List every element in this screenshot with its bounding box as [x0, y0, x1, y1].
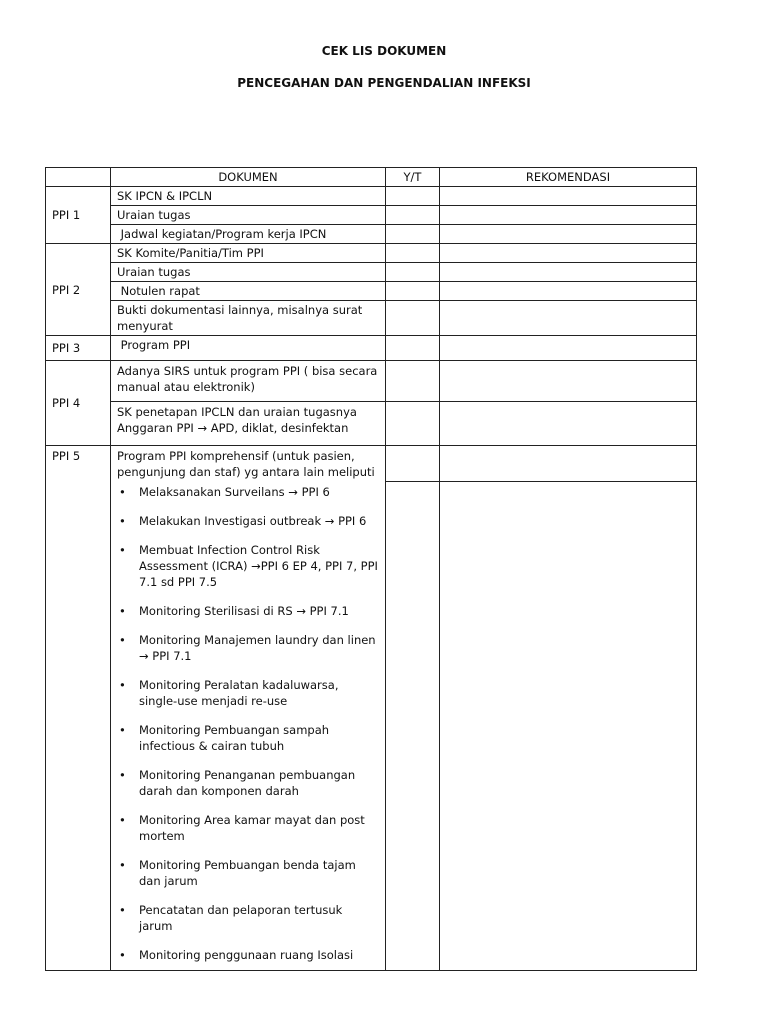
- rekomendasi-cell[interactable]: [440, 301, 697, 336]
- list-item: • Melaksanakan Surveilans → PPI 6: [139, 484, 379, 500]
- ppi4-code: PPI 4: [46, 361, 111, 446]
- table-row: [46, 282, 697, 301]
- rekomendasi-cell[interactable]: [440, 402, 697, 446]
- yt-cell[interactable]: [386, 301, 440, 336]
- ppi5-list: [117, 484, 379, 963]
- table-row: [46, 301, 697, 336]
- table-row: [46, 402, 697, 446]
- yt-cell[interactable]: [386, 263, 440, 282]
- table-row: [46, 446, 697, 482]
- list-item: • Monitoring Pembuangan sampah infectious & cairan tubuh: [139, 722, 379, 754]
- rekomendasi-cell[interactable]: [440, 482, 697, 971]
- ppi3-code: PPI 3: [46, 336, 111, 361]
- rekomendasi-cell[interactable]: [440, 446, 697, 482]
- ppi2-item: • Bukti dokumentasi lainnya, misalnya surat menyurat: [111, 301, 386, 336]
- ppi1-item: • SK IPCN & IPCLN: [111, 187, 386, 206]
- table-row: [46, 336, 697, 361]
- yt-cell[interactable]: [386, 402, 440, 446]
- list-item: • Monitoring Pembuangan benda tajam dan jarum: [139, 857, 379, 889]
- checklist-table: [45, 167, 697, 971]
- table-row: [46, 206, 697, 225]
- header-dokumen: DOKUMEN: [111, 168, 386, 187]
- list-item: • Monitoring Peralatan kadaluwarsa, single-use menjadi re-use: [139, 677, 379, 709]
- rekomendasi-cell[interactable]: [440, 225, 697, 244]
- yt-cell[interactable]: [386, 336, 440, 361]
- rekomendasi-cell[interactable]: [440, 244, 697, 263]
- header-rekomendasi: REKOMENDASI: [440, 168, 697, 187]
- table-row: [46, 263, 697, 282]
- ppi4-item: SK penetapan IPCLN dan uraian tugasnya Anggaran PPI → APD, diklat, desinfektan: [111, 402, 386, 446]
- table-row: [46, 187, 697, 206]
- yt-cell[interactable]: [386, 282, 440, 301]
- list-item: • Monitoring Manajemen laundry dan linen → PPI 7.1: [139, 632, 379, 664]
- ppi2-code: PPI 2: [46, 244, 111, 336]
- yt-cell[interactable]: [386, 482, 440, 971]
- list-item: • Monitoring Penanganan pembuangan darah dan komponen darah: [139, 767, 379, 799]
- ppi1-code: PPI 1: [46, 187, 111, 244]
- yt-cell[interactable]: [386, 361, 440, 402]
- document-subtitle: PENCEGAHAN DAN PENGENDALIAN INFEKSI: [237, 76, 531, 90]
- yt-cell[interactable]: [386, 244, 440, 263]
- ppi2-item: • Uraian tugas: [111, 263, 386, 282]
- list-item: • Monitoring penggunaan ruang Isolasi: [139, 947, 379, 963]
- list-item: • Monitoring Sterilisasi di RS → PPI 7.1: [139, 603, 379, 619]
- table-row: [46, 361, 697, 402]
- header-code-cell: [46, 168, 111, 187]
- header-yt: Y/T: [386, 168, 440, 187]
- ppi1-item: • Uraian tugas: [111, 206, 386, 225]
- list-item: • Monitoring Area kamar mayat dan post mortem: [139, 812, 379, 844]
- table-row: [46, 225, 697, 244]
- ppi5-content: [111, 446, 386, 971]
- ppi3-item: • Program PPI: [111, 336, 386, 361]
- list-item: • Membuat Infection Control Risk Assessment (ICRA) →PPI 6 EP 4, PPI 7, PPI 7.1 sd PPI 7.5: [139, 542, 379, 590]
- document-title: CEK LIS DOKUMEN: [321, 44, 447, 58]
- ppi2-item: • SK Komite/Panitia/Tim PPI: [111, 244, 386, 263]
- rekomendasi-cell[interactable]: [440, 263, 697, 282]
- list-item: • Pencatatan dan pelaporan tertusuk jarum: [139, 902, 379, 934]
- list-item: • Melakukan Investigasi outbreak → PPI 6: [139, 513, 379, 529]
- rekomendasi-cell[interactable]: [440, 187, 697, 206]
- ppi5-intro: Program PPI komprehensif (untuk pasien, pengunjung dan staf) yg antara lain meliputi: [117, 449, 375, 479]
- table-row: [46, 244, 697, 263]
- rekomendasi-cell[interactable]: [440, 206, 697, 225]
- yt-cell[interactable]: [386, 206, 440, 225]
- ppi4-item: Adanya SIRS untuk program PPI ( bisa secara manual atau elektronik): [111, 361, 386, 402]
- yt-cell[interactable]: [386, 446, 440, 482]
- ppi1-item: • Jadwal kegiatan/Program kerja IPCN: [111, 225, 386, 244]
- rekomendasi-cell[interactable]: [440, 282, 697, 301]
- yt-cell[interactable]: [386, 187, 440, 206]
- yt-cell[interactable]: [386, 225, 440, 244]
- ppi5-code: PPI 5: [46, 446, 111, 971]
- header-row: [46, 168, 697, 187]
- rekomendasi-cell[interactable]: [440, 361, 697, 402]
- ppi2-item: • Notulen rapat: [111, 282, 386, 301]
- rekomendasi-cell[interactable]: [440, 336, 697, 361]
